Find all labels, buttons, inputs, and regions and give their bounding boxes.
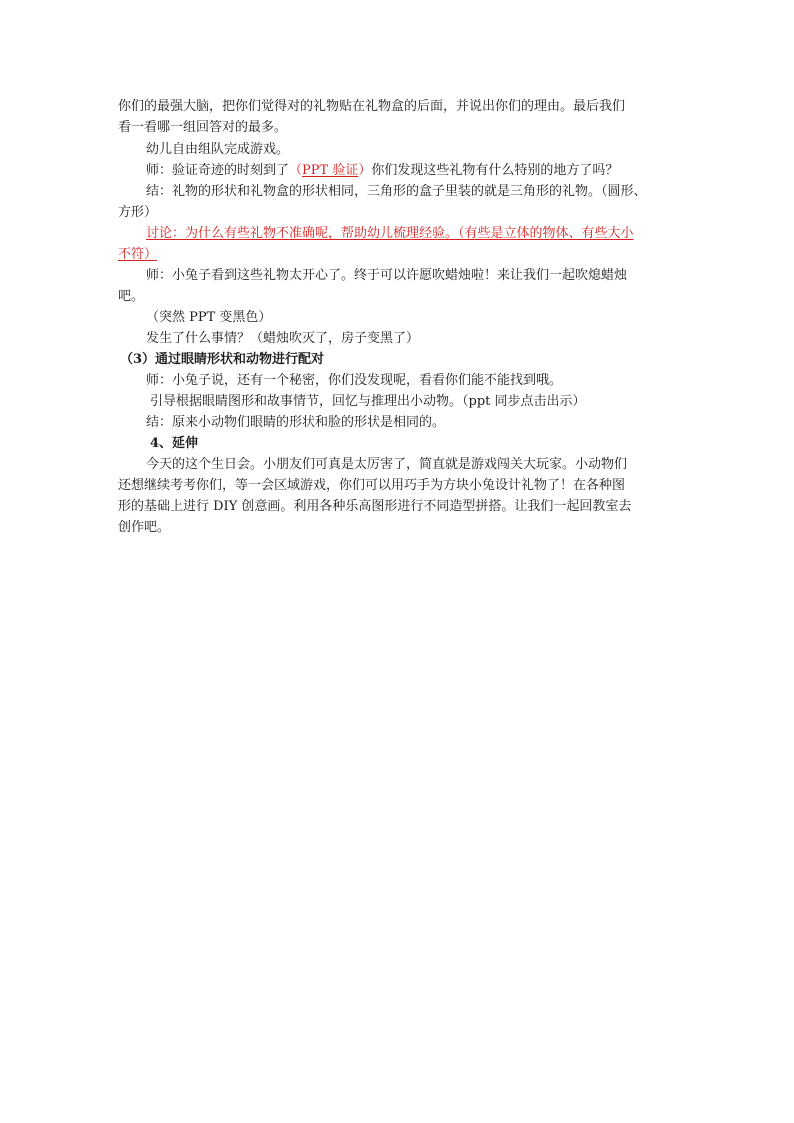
paragraph-verify [146,161,618,180]
paragraph-line: 创作吧。 [118,520,171,535]
paragraph: 师：小兔子说，还有一个秘密，你们没发现呢，看看你们能不能找到哦。 [146,373,563,388]
paren-open: （ [289,163,303,178]
paren-close: ） [358,163,372,178]
paragraph-line: 吧。 [118,289,145,304]
paragraph-line: 结：礼物的形状和礼物盒的形状相同，三角形的盒子里装的就是三角形的礼物。（圆形、 [146,184,647,199]
paragraph-line: 方形） [118,205,158,220]
paragraph: 结：原来小动物们眼睛的形状和脸的形状是相同的。 [146,415,446,430]
paragraph: 幼儿自由组队完成游戏。 [146,142,290,157]
paragraph-line: 你们的最强大脑，把你们觉得对的礼物贴在礼物盒的后面，并说出你们的理由。最后我们 [118,99,626,114]
section-heading: 4、延伸 [150,436,199,451]
discussion-line: 不符） [118,247,158,262]
paragraph: 发生了什么事情？（蜡烛吹灭了，房子变黑了） [146,331,420,346]
verify-prefix: 师：验证奇迹的时刻到了 [146,163,290,178]
paragraph-line: 还想继续考考你们，等一会区域游戏，你们可以用巧手为方块小兔设计礼物了！在各种图 [118,478,626,493]
section-heading: （3）通过眼睛形状和动物进行配对 [120,352,325,367]
paragraph: 引导根据眼睛图形和故事情节，回忆与推理出小动物。（ppt 同步点击出示） [150,394,586,409]
paragraph-line: 今天的这个生日会。小朋友们可真是太厉害了，简直就是游戏闯关大玩家。小动物们 [146,457,628,472]
paragraph-line: 形的基础上进行 DIY 创意画。利用各种乐高图形进行不同造型拼搭。让我们一起回教室去 [118,499,632,514]
ppt-verify-label: PPT 验证 [302,163,359,178]
discussion-line: 讨论：为什么有些礼物不准确呢，帮助幼儿梳理经验。（有些是立体的物体、有些大小 [146,226,634,241]
paragraph-line: 师：小兔子看到这些礼物太开心了。终于可以许愿吹蜡烛啦！来让我们一起吹熄蜡烛 [146,268,628,283]
paragraph: （突然 PPT 变黑色） [146,310,272,325]
paragraph-line: 看一看哪一组回答对的最多。 [118,120,288,135]
verify-suffix: 你们发现这些礼物有什么特别的地方了吗？ [371,163,619,178]
